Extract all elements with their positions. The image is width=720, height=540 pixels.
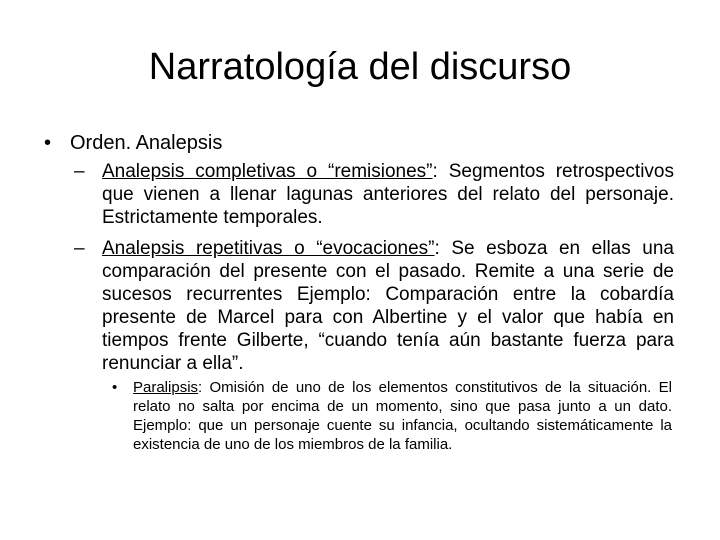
term-analepsis-repetitivas: Analepsis repetitivas o “evocaciones” [102,238,435,259]
sub-item-analepsis-completivas [74,160,674,229]
slide-title: Narratología del discurso [148,46,572,88]
term-colon: : [432,161,438,182]
sub-item-text: Segmentos retrospectivos que vienen a llenar lagunas anteriores del relato del personaje. Estrictamente temporales. [102,161,674,228]
sub-item-body [102,160,674,229]
term-colon: : [198,379,203,396]
bullet-marker: • [44,132,52,154]
term-colon: : [434,238,440,259]
dash-marker: – [74,238,85,259]
bullet-marker: • [112,379,118,396]
paralipsis-body [133,378,672,454]
paralipsis-text: Omisión de uno de los elementos constitutivos de la situación. El relato no salta por encima de un momento, sino que pasa junto a un dato. Ejemplo: que un personaje cuente su infancia, ocultando sistemáticamente la existencia de uno de los miembros de la familia. [133,379,672,453]
dash-marker: – [74,161,85,182]
term-analepsis-completivas: Analepsis completivas o “remisiones” [102,161,433,182]
term-paralipsis: Paralipsis [133,379,199,396]
bullet-text: Orden. Analepsis [70,132,223,154]
sub-item-analepsis-repetitivas [74,237,674,375]
bullet-paralipsis [112,378,672,454]
sub-item-body [102,237,674,375]
sub-item-text: Se esboza en ellas una comparación del presente con el pasado. Remite a una serie de sucesos recurrentes Ejemplo: Comparación entre la cobardía presente de Marcel para con Albertine y el valor que había en tiempos frente Gilberte, “cuando tenía aún bastante fuerza para renunciar a ella”. [102,238,674,374]
